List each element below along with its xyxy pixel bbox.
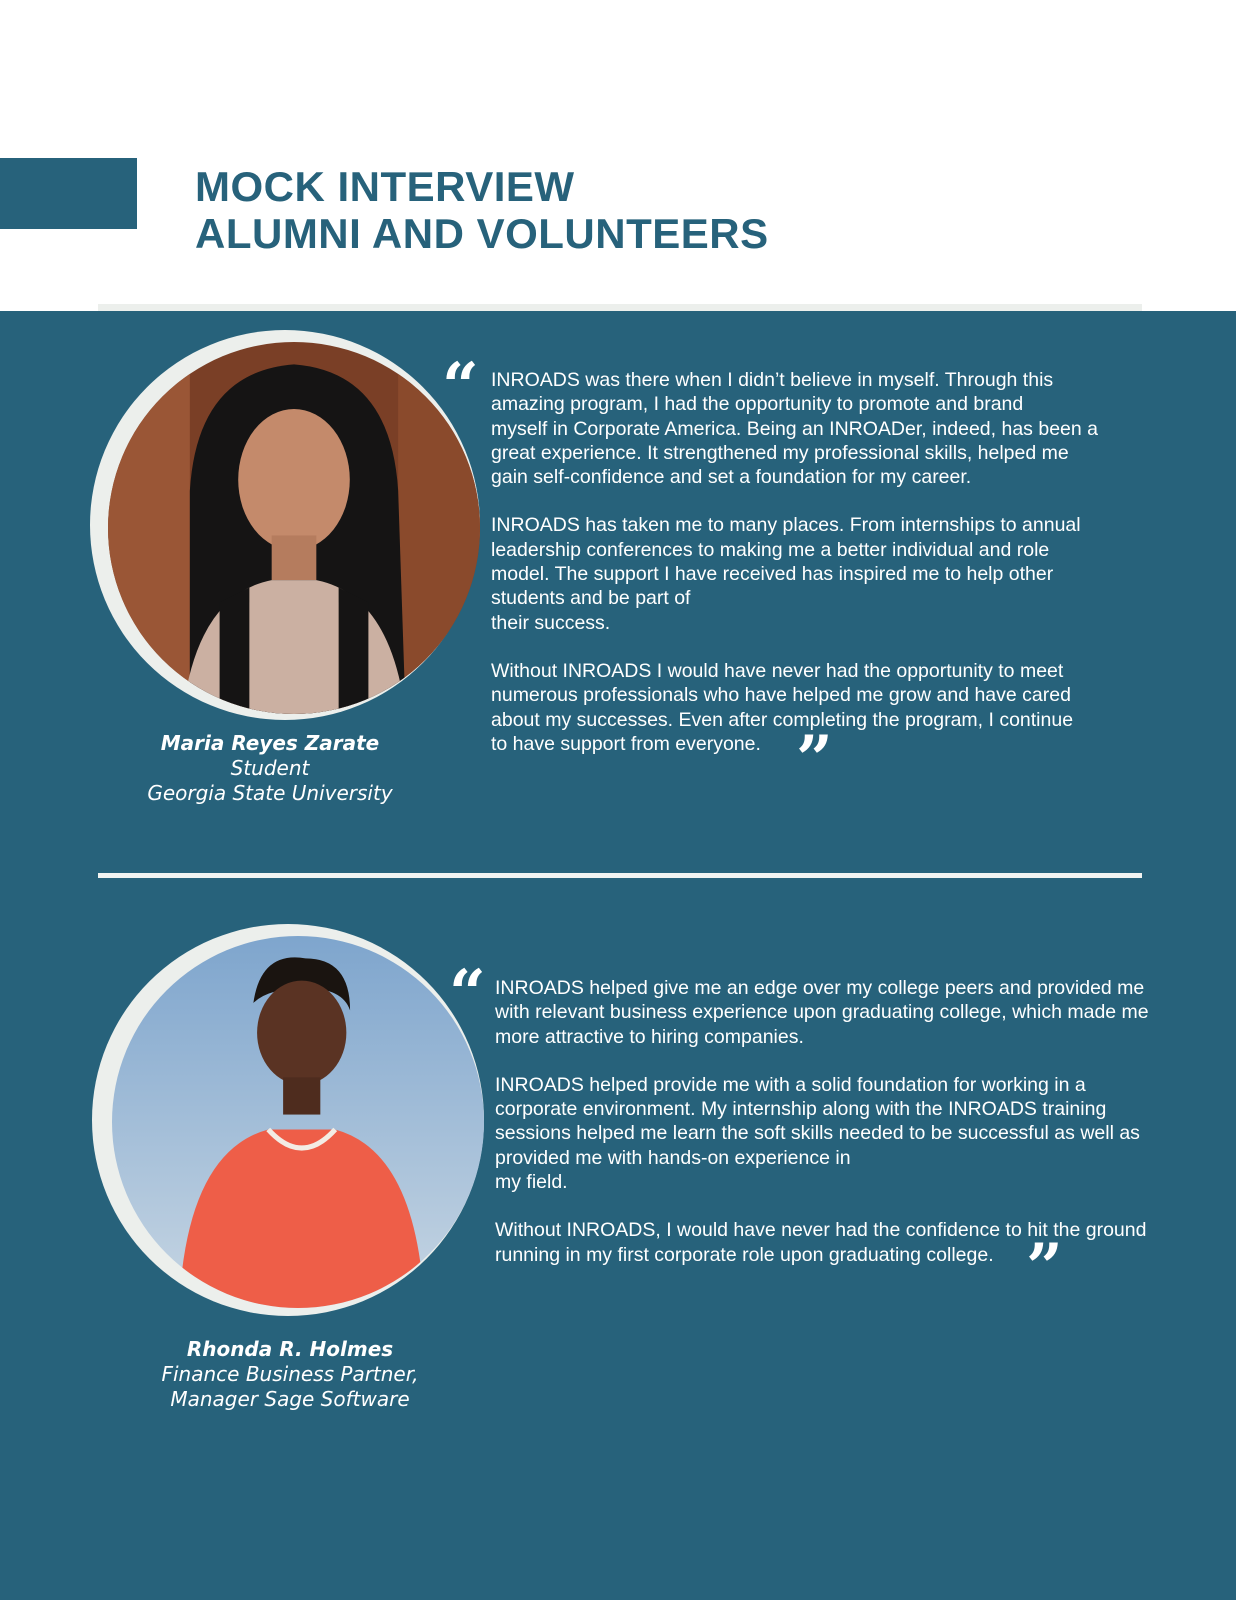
testimonial-name: Rhonda R. Holmes [186,1337,394,1361]
testimonial-caption [150,1337,430,1412]
quote-paragraph: INROADS was there when I didn’t believe in myself. Through this amazing program, I had the opportunity to promote and brand myself in Corporate America. Being an INROADer, indeed, has been a great experience. It strengthened my professional skills, helped me gain self-confidence and set a foundation for my career. [491,369,1098,489]
page-title-line2: ALUMNI AND VOLUNTEERS [195,210,769,257]
testimonial-quote [491,368,1191,756]
testimonial-affiliation: Georgia State University [147,781,393,805]
testimonial-affiliation: Manager Sage Software [170,1387,410,1411]
testimonial-caption [130,731,410,806]
open-quote-icon: “ [449,956,486,1031]
testimonial-name: Maria Reyes Zarate [160,731,380,755]
quote-paragraph: Without INROADS, I would have never had the confidence to hit the ground running in my first corporate role upon graduating college. [495,1219,1147,1266]
testimonial-role: Student [230,756,310,780]
close-quote-icon: ” [796,722,833,797]
page-title-line1: MOCK INTERVIEW [195,163,575,210]
testimonial-role: Finance Business Partner, [161,1362,419,1386]
quote-paragraph: INROADS helped give me an edge over my college peers and provided me with relevant business experience upon graduating college, which made me more attractive to hiring companies. [495,977,1149,1048]
portrait-photo [112,936,484,1308]
close-quote-icon: ” [1026,1230,1063,1305]
page-title [195,163,769,257]
portrait-photo [108,342,480,714]
quote-paragraph: INROADS helped provide me with a solid foundation for working in a corporate environment. My internship along with the INROADS training sessions helped me learn the soft skills needed to be successful as well as provided me with hands-on experience in my field. [495,1073,1140,1194]
quote-paragraph: Without INROADS I would have never had the opportunity to meet numerous professionals who have helped me grow and have cared about my successes. Even after completing the program, I continue to have support from everyone. [491,659,1074,755]
header-divider [98,304,1142,311]
quote-paragraph: INROADS has taken me to many places. From internships to annual leadership conferences to making me a better individual and role model. The support I have received has inspired me to help other students and be part of their success. [491,514,1081,634]
accent-block [0,158,137,229]
open-quote-icon: “ [442,349,479,424]
section-divider [98,873,1142,878]
testimonial-quote [495,976,1220,1267]
